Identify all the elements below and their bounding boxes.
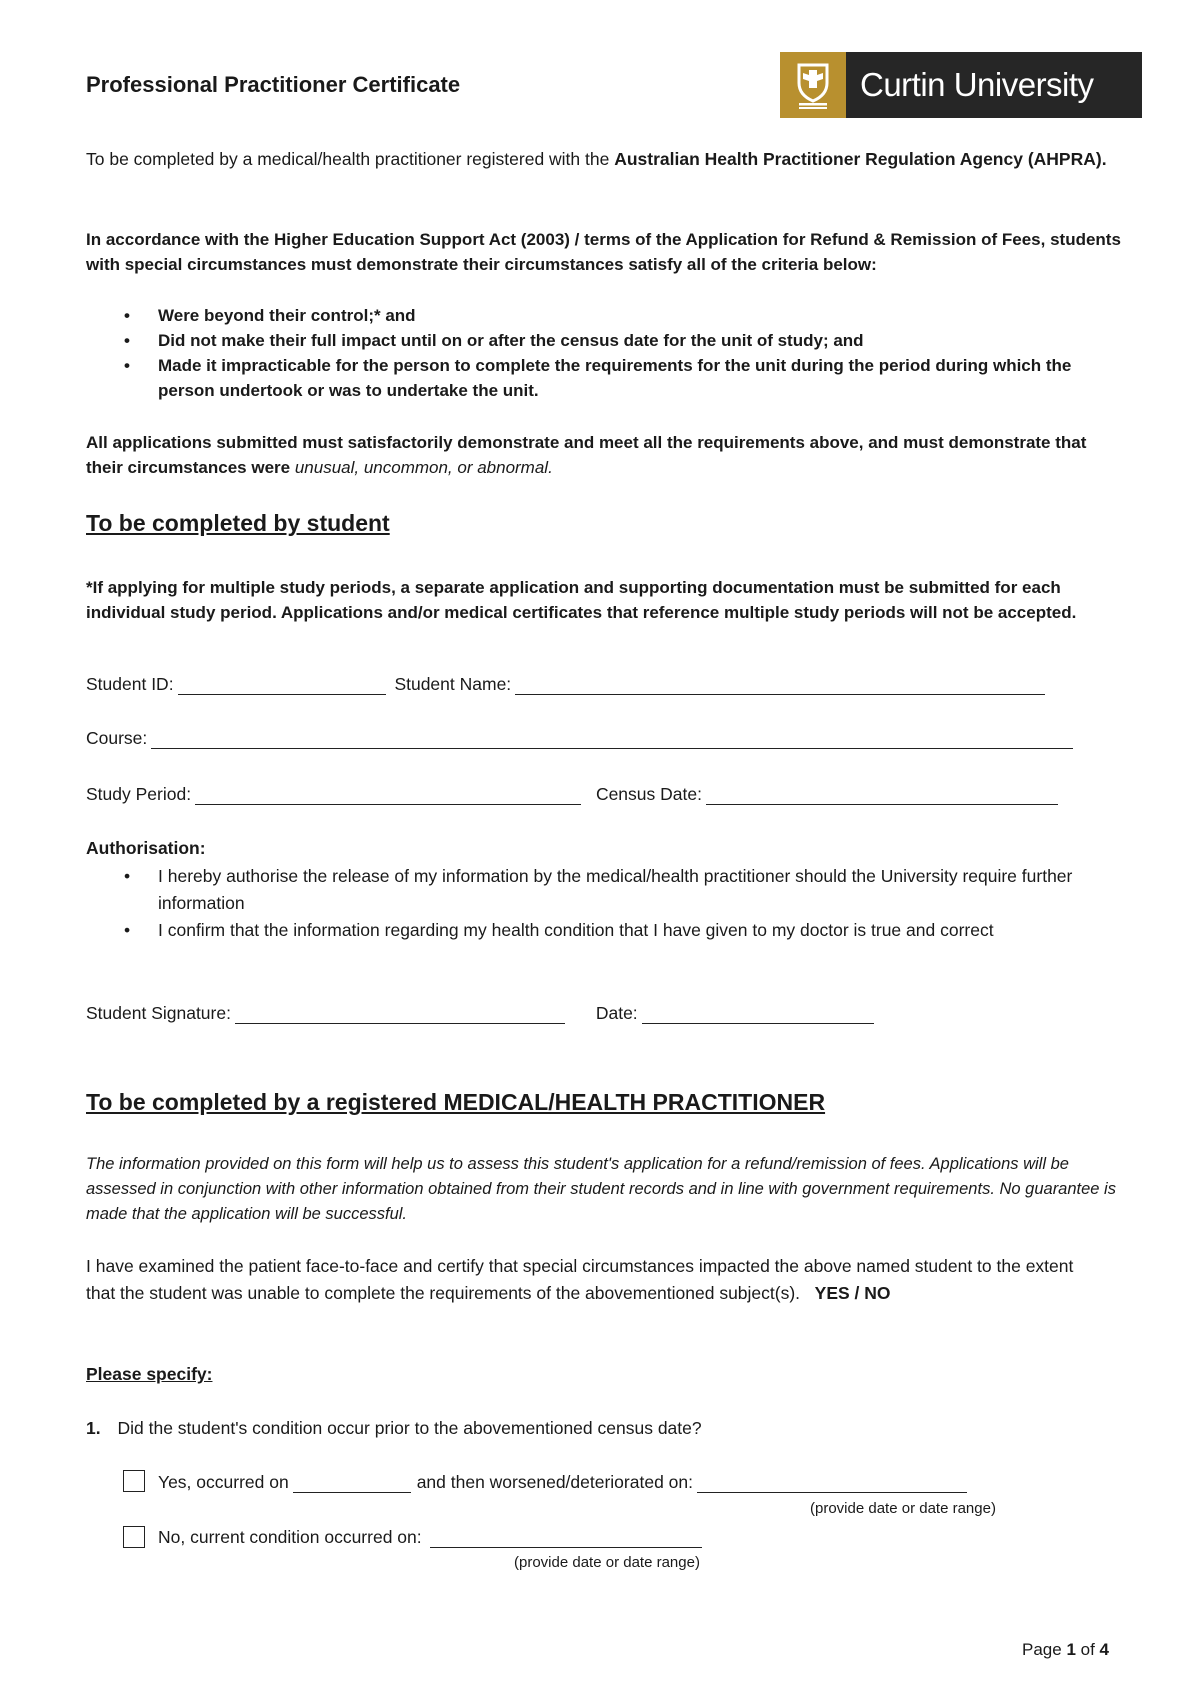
authorisation-list [86,863,1126,944]
page-number: Page 1 of 4 [1022,1640,1109,1659]
student-name-label: Student Name: [394,674,512,694]
authorisation-item: • I hereby authorise the release of my information by the medical/health practitioner should the University require further information [86,863,1126,917]
student-id-row [86,674,1045,695]
student-name-field[interactable] [515,676,1045,695]
practitioner-certification: I have examined the patient face-to-face and certify that special circumstances impacted the above named student to the extent that the student was unable to complete the requirements of the abovementioned subject(s). YES / NO [86,1256,1074,1303]
criteria-list [86,303,1126,403]
no-current-label: No, current condition occurred on: [158,1527,422,1547]
census-date-field[interactable] [706,786,1058,805]
please-specify-label: Please specify: [86,1364,213,1384]
signature-label: Student Signature: [86,1003,231,1023]
date-hint: (provide date or date range) [810,1500,996,1517]
requirements-note: All applications submitted must satisfactorily demonstrate and meet all the requirements above, and must demonstrate that their circumstances were unusual, uncommon, or abnormal. [86,433,1087,477]
signature-field[interactable] [235,1005,565,1024]
criteria-item: • Made it impracticable for the person to complete the requirements for the unit during the period during which the person undertook or was to undertake the unit. [86,353,1126,403]
occurred-date-field[interactable] [293,1474,411,1493]
signature-date-label: Date: [595,1003,638,1023]
page-title: Professional Practitioner Certificate [86,72,461,97]
yes-no-choice[interactable]: YES / NO [814,1283,891,1303]
criteria-item: • Were beyond their control;* and [86,303,1126,328]
student-id-label: Student ID: [86,674,174,694]
signature-row [86,1003,874,1024]
yes-occurred-checkbox[interactable] [123,1470,145,1492]
course-row [86,728,1073,749]
multiple-periods-note: *If applying for multiple study periods, a separate application and supporting documentation must be submitted for each individual study period. Applications and/or medical certificates that reference multiple study periods will not be accepted. [86,578,1077,622]
no-current-row [158,1527,702,1548]
question-1 [86,1418,702,1439]
course-field[interactable] [151,730,1073,749]
criteria-intro: In accordance with the Higher Education Support Act (2003) / terms of the Application for Refund & Remission of Fees, students with special circumstances must demonstrate their circumstances satisfy all of the criteria below: [86,230,1121,274]
date-hint: (provide date or date range) [514,1554,700,1571]
question-text: Did the student's condition occur prior to the abovementioned census date? [117,1418,702,1438]
crest-icon [780,52,846,118]
student-id-field[interactable] [178,676,386,695]
current-date-field[interactable] [430,1529,702,1548]
practitioner-info: The information provided on this form will help us to assess this student's application for a refund/remission of fees. Applications will be assessed in conjunction with other information obtained from their student records and in line with government requirements. No guarantee is made that the application will be successful. [86,1155,1116,1223]
study-period-label: Study Period: [86,784,192,804]
course-label: Course: [86,728,148,748]
study-period-row [86,784,1058,805]
intro-registration: To be completed by a medical/health practitioner registered with the Australian Health Practitioner Regulation Agency (AHPRA). [86,149,1107,169]
criteria-item: • Did not make their full impact until on or after the census date for the unit of study; and [86,328,1126,353]
yes-occurred-label: Yes, occurred on [158,1472,289,1492]
authorisation-label: Authorisation: [86,838,206,858]
question-number: 1. [86,1418,101,1438]
study-period-field[interactable] [195,786,581,805]
census-date-label: Census Date: [595,784,702,804]
practitioner-section-heading: To be completed by a registered MEDICAL/HEALTH PRACTITIONER [86,1089,826,1115]
curtin-logo [780,52,1142,118]
student-section-heading: To be completed by student [86,510,390,536]
signature-date-field[interactable] [642,1005,874,1024]
logo-wordmark: Curtin University [860,66,1094,103]
worsened-label: and then worsened/deteriorated on: [416,1472,693,1492]
yes-occurred-row [158,1472,967,1493]
worsened-date-field[interactable] [697,1474,967,1493]
authorisation-item: • I confirm that the information regarding my health condition that I have given to my doctor is true and correct [86,917,1126,944]
no-current-checkbox[interactable] [123,1526,145,1548]
